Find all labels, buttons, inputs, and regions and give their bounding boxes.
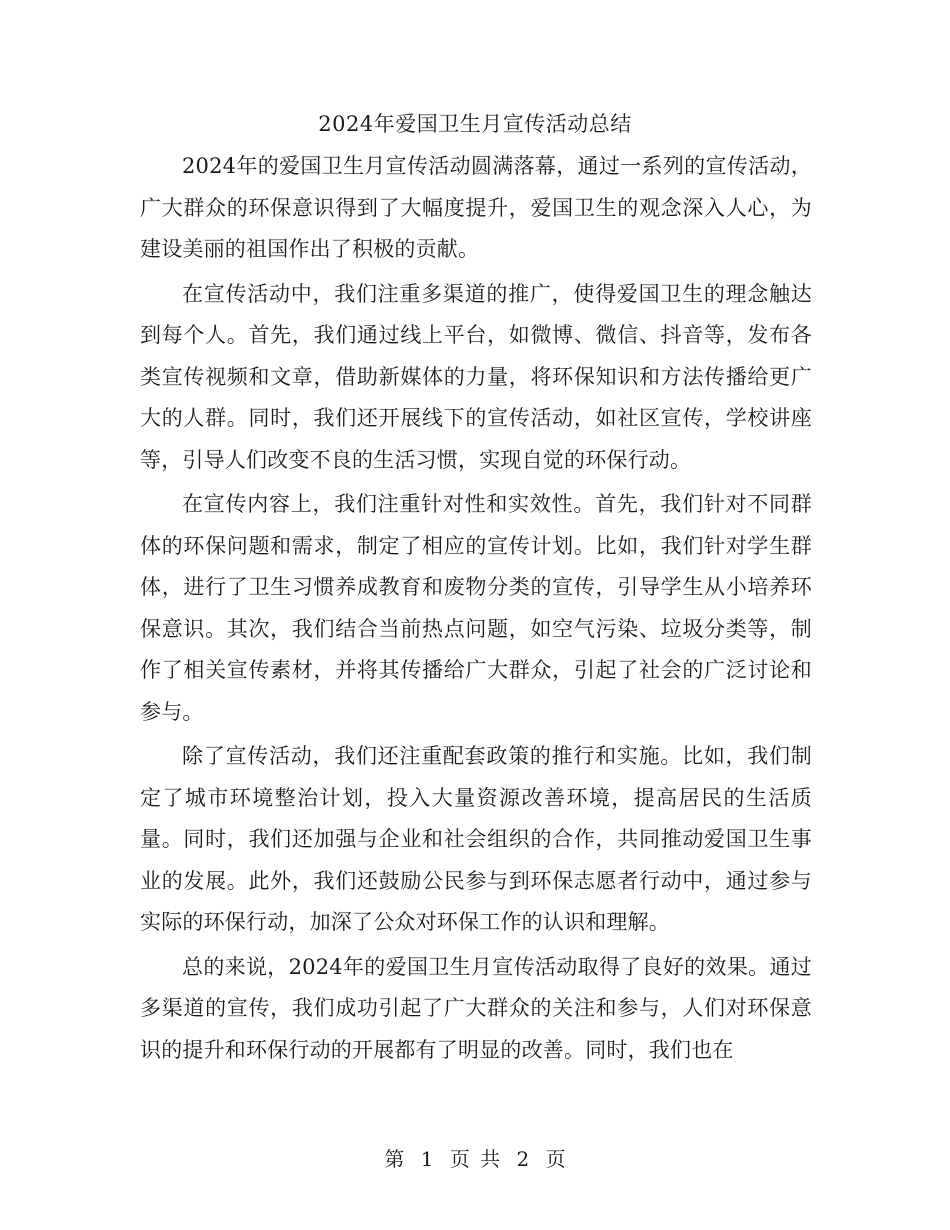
page-middle: 页 共 [449, 1147, 501, 1171]
page-total: 2 [516, 1147, 530, 1171]
page-footer [0, 1144, 950, 1174]
paragraph: 2024年的爱国卫生月宣传活动圆满落幕，通过一系列的宣传活动，广大群众的环保意识得到了大幅度提升，爱国卫生的观念深入人心，为建设美丽的祖国作出了积极的贡献。 [140, 154, 812, 261]
page-current: 1 [420, 1147, 434, 1171]
page-prefix: 第 [384, 1147, 405, 1171]
document-body [140, 146, 812, 1074]
paragraph: 总的来说，2024年的爱国卫生月宣传活动取得了良好的效果。通过多渠道的宣传，我们成功引起了广大群众的关注和参与，人们对环保意识的提升和环保行动的开展都有了明显的改善。同时，我们也在 [140, 954, 812, 1062]
page-suffix: 页 [545, 1147, 566, 1171]
paragraph: 在宣传活动中，我们注重多渠道的推广，使得爱国卫生的理念触达到每个人。首先，我们通过线上平台，如微博、微信、抖音等，发布各类宣传视频和文章，借助新媒体的力量，将环保知识和方法传播给更广大的人群。同时，我们还开展线下的宣传活动，如社区宣传，学校讲座等，引导人们改变不良的生活习惯，实现自觉的环保行动。 [140, 281, 812, 472]
page-title: 2024年爱国卫生月宣传活动总结 [318, 112, 632, 136]
paragraph: 在宣传内容上，我们注重针对性和实效性。首先，我们针对不同群体的环保问题和需求，制定了相应的宣传计划。比如，我们针对学生群体，进行了卫生习惯养成教育和废物分类的宣传，引导学生从小培养环保意识。其次，我们结合当前热点问题，如空气污染、垃圾分类等，制作了相关宣传素材，并将其传播给广大群众，引起了社会的广泛讨论和参与。 [140, 492, 812, 724]
paragraph: 除了宣传活动，我们还注重配套政策的推行和实施。比如，我们制定了城市环境整治计划，投入大量资源改善环境，提高居民的生活质量。同时，我们还加强与企业和社会组织的合作，共同推动爱国卫生事业的发展。此外，我们还鼓励公民参与到环保志愿者行动中，通过参与实际的环保行动，加深了公众对环保工作的认识和理解。 [140, 744, 812, 934]
